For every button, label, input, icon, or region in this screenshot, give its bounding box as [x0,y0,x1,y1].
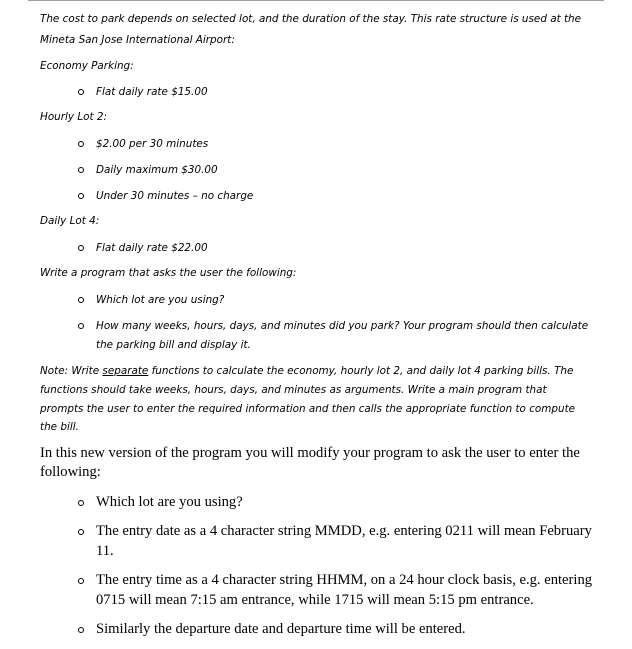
bullet-icon [78,529,84,535]
note-line-3: prompts the user to enter the required information and then calls the appropriate function to compute [40,403,576,415]
new-item-2-line-1: The entry date as a 4 character string MMDD, e.g. entering 0211 will mean February [96,523,592,539]
bullet-icon [78,89,84,95]
new-item-3-line-2: 0715 will mean 7:15 am entrance, while 1715 will mean 5:15 pm entrance. [96,592,534,608]
new-item-4: Similarly the departure date and departure time will be entered. [96,621,466,637]
hourly-rate-1: $2.00 per 30 minutes [96,138,209,150]
new-version-line-2: following: [40,464,101,480]
new-version-line-1: In this new version of the program you will modify your program to ask the user to enter the [40,445,580,461]
ask-q1: Which lot are you using? [96,294,225,306]
bullet-icon [78,297,84,303]
note-line-1: Note: Write separate functions to calculate the economy, hourly lot 2, and daily lot 4 parking bills. The [40,365,574,377]
lot-economy-heading: Economy Parking: [40,60,134,72]
bullet-icon [78,627,84,633]
daily-rate: Flat daily rate $22.00 [96,242,208,254]
intro-line-2: Mineta San Jose International Airport: [40,34,235,46]
bullet-icon [78,167,84,173]
hourly-rate-2: Daily maximum $30.00 [96,164,218,176]
ask-q2-line-2: the parking bill and display it. [96,339,251,351]
bullet-icon [78,578,84,584]
bullet-icon [78,193,84,199]
bullet-icon [78,245,84,251]
new-item-3-line-1: The entry time as a 4 character string HHMM, on a 24 hour clock basis, e.g. entering [96,572,593,588]
lot-hourly-heading: Hourly Lot 2: [40,111,108,123]
hourly-rate-3: Under 30 minutes – no charge [96,190,254,202]
lot-daily-heading: Daily Lot 4: [40,215,100,227]
bullet-icon [78,141,84,147]
note-line-4: the bill. [40,421,79,433]
bullet-icon [78,323,84,329]
top-rule [28,0,604,1]
bullet-icon [78,500,84,506]
new-item-1: Which lot are you using? [96,494,243,510]
ask-q2-line-1: How many weeks, hours, days, and minutes did you park? Your program should then calculate [96,320,589,332]
note-line-2: functions should take weeks, hours, days, and minutes as arguments. Write a main program that [40,384,547,396]
intro-line-1: The cost to park depends on selected lot, and the duration of the stay. This rate structure is used at the [40,13,582,25]
new-item-2-line-2: 11. [96,543,114,559]
economy-rate: Flat daily rate $15.00 [96,86,208,98]
ask-heading: Write a program that asks the user the following: [40,267,297,279]
